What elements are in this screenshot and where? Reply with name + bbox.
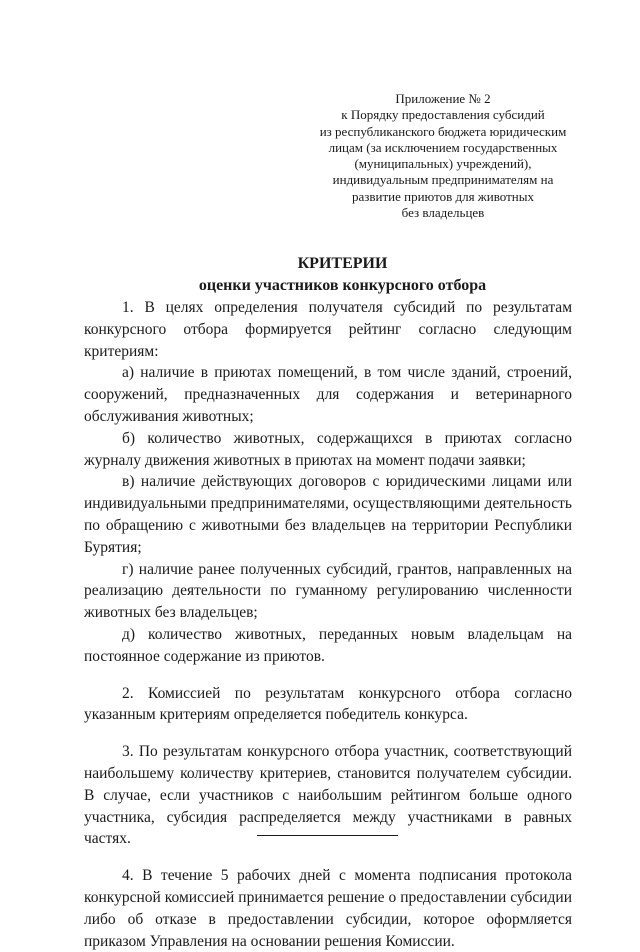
appendix-line: Приложение № 2: [395, 91, 491, 106]
closing-rule: [257, 835, 398, 836]
document-title: [0, 253, 640, 297]
paragraph-3: 3. По результатам конкурсного отбора участник, соответствующий наибольшему количеству критериев, становится получателем субсидии. В случае, если участников с наибольшим рейтингом больше одного участника, субсидия распределяется между участниками в равных частях.: [84, 743, 572, 848]
paragraph-gap: [84, 726, 572, 741]
appendix-line: без владельцев: [401, 205, 485, 221]
paragraph-1: 1. В целях определения получателя субсидий по результатам конкурсного отбора формируется рейтинг согласно следующим критериям:: [84, 299, 572, 360]
criterion-item-d: г) наличие ранее полученных субсидий, грантов, направленных на реализацию деятельности по гуманному регулированию численности животных без владельцев;: [84, 560, 572, 622]
criterion-item-e: д) количество животных, переданных новым владельцам на постоянное содержание из приютов.: [84, 625, 572, 665]
appendix-line: (муниципальных) учреждений),: [354, 156, 532, 172]
appendix-line: к Порядку предоставления субсидий: [341, 107, 545, 123]
paragraph-4: 4. В течение 5 рабочих дней с момента подписания протокола конкурсной комиссией принимается решение о предоставлении субсидии либо об отказе в предоставлении субсидии, которое оформляется приказом Управления на основании решения Комиссии.: [84, 867, 572, 950]
appendix-line: из республиканского бюджета юридическим: [319, 123, 567, 139]
criterion-item-c: в) наличие действующих договоров с юридическими лицами или индивидуальными предпринимателями, осуществляющими деятельность по обращению с животными без владельцев на территории Республики Бурятия;: [84, 473, 572, 556]
title-subtitle: оценки участников конкурсного отбора: [198, 277, 487, 294]
paragraph-2: 2. Комиссией по результатам конкурсного отбора согласно указанным критериям определяется победитель конкурса.: [84, 684, 572, 724]
paragraph-gap: [84, 850, 572, 865]
criterion-item-a: а) наличие в приютах помещений, в том числе зданий, строений, сооружений, предназначенных для содержания и ветеринарного обслуживания животных;: [84, 364, 572, 425]
appendix-line: индивидуальным предпринимателям на: [332, 172, 554, 188]
appendix-line: развитие приютов для животных: [351, 188, 535, 204]
paragraph-gap: [84, 668, 572, 683]
criterion-item-b: б) количество животных, содержащихся в приютах согласно журналу движения животных в приютах на момент подачи заявки;: [84, 429, 572, 469]
appendix-header: [300, 91, 586, 221]
appendix-line: лицам (за исключением государственных: [328, 139, 558, 155]
title-main: КРИТЕРИИ: [297, 255, 388, 272]
document-body: [84, 297, 572, 952]
